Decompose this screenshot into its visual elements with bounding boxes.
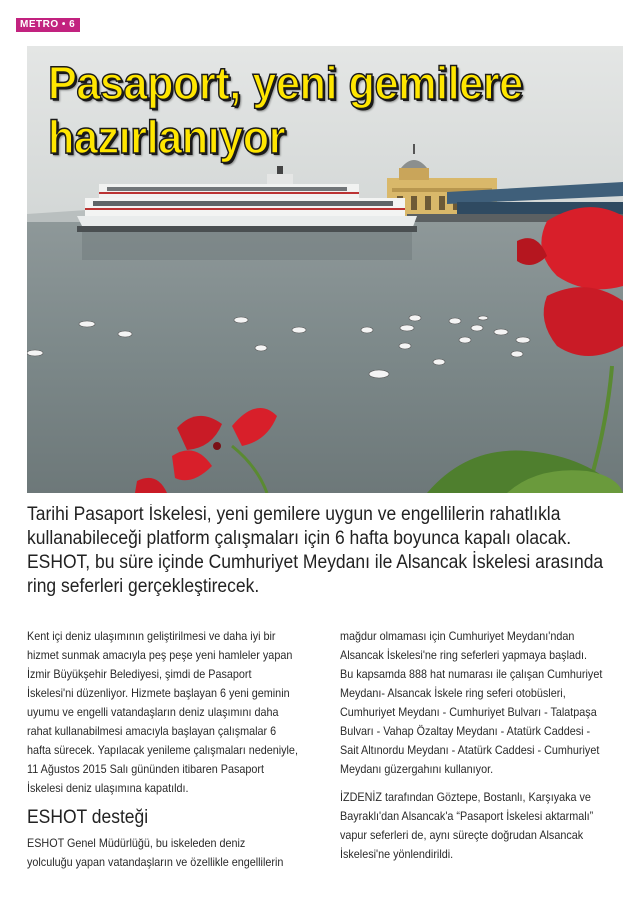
lead-paragraph bbox=[27, 503, 604, 599]
body-line: hizmet sunmak amacıyla peş peşe yeni hamleler yapan bbox=[27, 648, 293, 662]
lead-line: ring seferleri gerçekleştirecek. bbox=[27, 576, 260, 597]
body-line: 11 Ağustos 2015 Salı gününden itibaren Pasaport bbox=[27, 762, 264, 776]
body-line: yolculuğu yapan vatandaşların ve özellikle engellilerin bbox=[27, 855, 284, 869]
section-tag: METRO • 6 bbox=[16, 18, 80, 32]
body-line: Kent içi deniz ulaşımının geliştirilmesi ve daha iyi bir bbox=[27, 629, 276, 643]
body-line: Cumhuriyet Meydanı - Cumhuriyet Bulvarı - Talatpaşa bbox=[340, 705, 597, 719]
body-line: ESHOT Genel Müdürlüğü, bu iskeleden deniz bbox=[27, 836, 246, 850]
body-line: Meydanı- Alsancak İskele ring seferi otobüsleri, bbox=[340, 686, 566, 700]
body-line: hafta sürecek. Yapılacak yenileme çalışmaları nedeniyle, bbox=[27, 743, 298, 757]
body-line: İskelesi deniz ulaşımına kapatıldı. bbox=[27, 781, 189, 795]
body-line: Sait Altınordu Meydanı - Atatürk Caddesi - Cumhuriyet bbox=[340, 743, 600, 757]
lead-line: ESHOT, bu süre içinde Cumhuriyet Meydanı ile Alsancak İskelesi arasında bbox=[27, 552, 604, 573]
headline-line: hazırlanıyor bbox=[48, 111, 286, 163]
paragraph-gap bbox=[340, 779, 630, 788]
body-line: rahat kullanabilmesi amacıyla başlayan çalışmalar 6 bbox=[27, 724, 277, 738]
body-line: Bayraklı'dan Alsancak'a “Pasaport İskelesi aktarmalı” bbox=[340, 809, 594, 823]
body-line: uyumu ve engelli vatandaşların deniz ulaşımını daha bbox=[27, 705, 279, 719]
headline bbox=[48, 56, 584, 164]
body-line: Alsancak İskelesi'ne ring seferleri yapmaya başladı. bbox=[340, 648, 587, 662]
body-column-right bbox=[340, 627, 630, 864]
body-line: Bulvarı - Vahap Özaltay Meydanı - Atatürk Caddesi - bbox=[340, 724, 591, 738]
lead-line: kullanabileceği platform çalışmaları için 6 hafta boyunca kapalı olacak. bbox=[27, 528, 572, 549]
body-line: İzmir Büyükşehir Belediyesi, şimdi de Pasaport bbox=[27, 667, 252, 681]
lead-line: Tarihi Pasaport İskelesi, yeni gemilere uygun ve engellilerin rahatlıkla bbox=[27, 504, 561, 525]
body-column-left bbox=[27, 627, 327, 872]
body-line: İskelesi'ne yönlendirildi. bbox=[340, 847, 454, 861]
body-line: Meydanı güzergahını kullanıyor. bbox=[340, 762, 494, 776]
body-line: İskelesi'ni düzenliyor. Hizmete başlayan 6 yeni geminin bbox=[27, 686, 290, 700]
headline-line: Pasaport, yeni gemilere bbox=[48, 57, 523, 109]
body-line: İZDENİZ tarafından Göztepe, Bostanlı, Karşıyaka ve bbox=[340, 790, 591, 804]
subheading: ESHOT desteği bbox=[27, 807, 149, 828]
body-line: vapur seferleri de, aynı süreçte doğrudan Alsancak bbox=[340, 828, 584, 842]
body-line: Bu kapsamda 888 hat numarası ile çalışan Cumhuriyet bbox=[340, 667, 603, 681]
body-line: mağdur olmaması için Cumhuriyet Meydanı'ndan bbox=[340, 629, 575, 643]
